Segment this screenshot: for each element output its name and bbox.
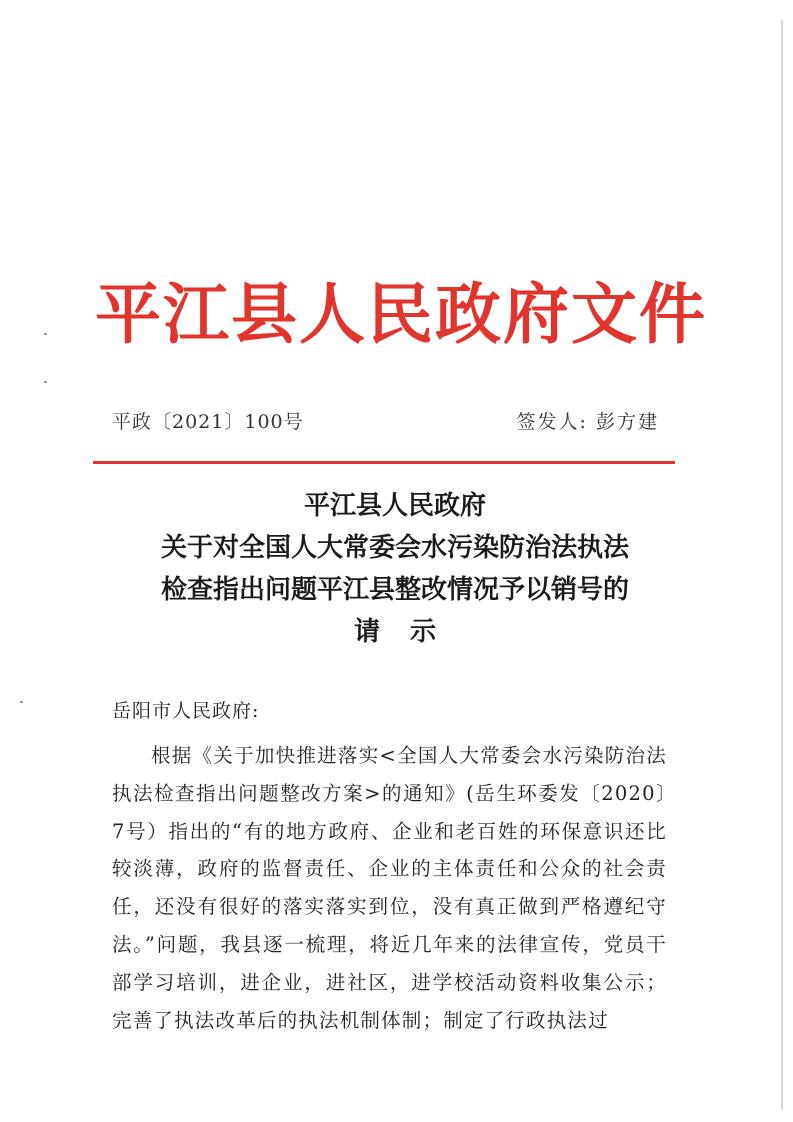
scan-speck bbox=[44, 381, 47, 383]
title-line-2: 关于对全国人大常委会水污染防治法执法 bbox=[160, 533, 629, 563]
body-paragraph: 根据《关于加快推进落实<全国人大常委会水污染防治法执法检查指出问题整改方案>的通知》(岳生环委发〔2020〕7号）指出的“有的地方政府、企业和老百姓的环保意识还比较淡薄，政府的监督责任、企业的主体责任和公众的社会责任，还没有很好的落实落实到位，没有真正做到严格遵纪守法。”问题，我县逐一梳理，将近几年来的法律宣传，党员干部学习培训，进企业，进社区，进学校活动资料收集公示；完善了执法改革后的执法机制体制；制定了行政执法过 bbox=[112, 744, 667, 1032]
document-number: 平政〔2021〕100号 bbox=[112, 411, 304, 433]
signer: 签发人: 彭方建 bbox=[516, 411, 659, 433]
document-title bbox=[100, 485, 690, 653]
page-edge bbox=[781, 20, 783, 1110]
addressee: 岳阳市人民政府: bbox=[112, 700, 260, 722]
scan-speck bbox=[20, 701, 23, 703]
title-line-4: 请示 bbox=[353, 617, 466, 647]
scan-speck bbox=[44, 333, 47, 335]
title-line-1: 平江县人民政府 bbox=[303, 491, 486, 521]
title-line-3: 检查指出问题平江县整改情况予以销号的 bbox=[160, 575, 629, 605]
document-masthead: 平江县人民政府文件 bbox=[95, 275, 707, 353]
red-divider bbox=[93, 461, 675, 464]
